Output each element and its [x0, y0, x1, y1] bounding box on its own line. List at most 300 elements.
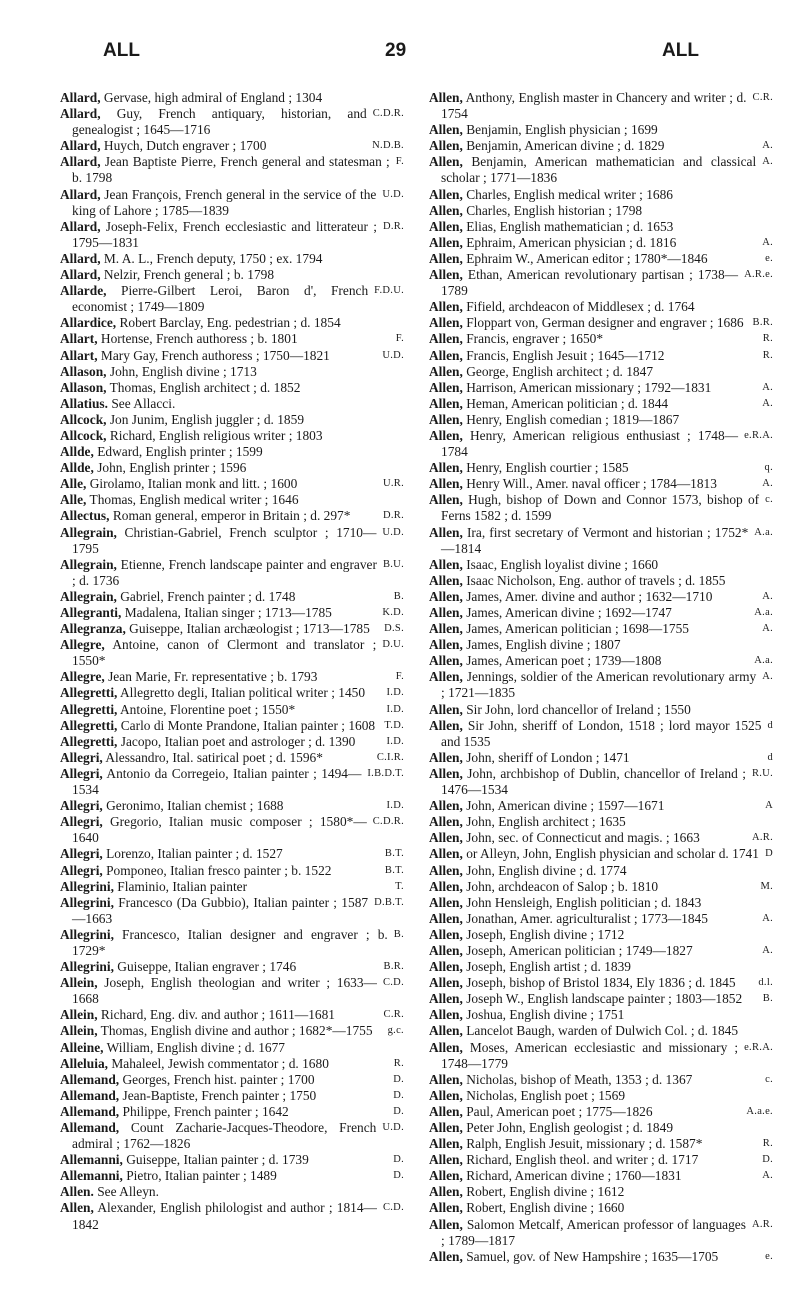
entry-source-code: e.	[765, 252, 773, 264]
dictionary-entry	[429, 412, 773, 428]
entry-headword: Allen,	[429, 588, 463, 604]
entry-headword: Allegre,	[60, 637, 105, 653]
entry-headword: Allen,	[429, 1184, 463, 1200]
entry-source-code: F.	[395, 671, 404, 683]
entry-text: Charles, English historian ; 1798	[462, 202, 643, 218]
left-column	[60, 90, 404, 1233]
entry-headword: Allen,	[429, 894, 463, 910]
entry-source-code: A.	[762, 671, 773, 683]
dictionary-entry	[60, 1152, 404, 1168]
entry-headword: Allen,	[429, 234, 463, 250]
entry-source-code: A.	[762, 478, 773, 490]
entry-headword: Allen,	[429, 556, 463, 572]
entry-text: Jean François, French general in the service of the king of Lahore ; 1785—1839	[72, 186, 377, 218]
entry-text: Nicholas, bishop of Meath, 1353 ; d. 1367	[462, 1071, 693, 1087]
dictionary-entry	[429, 267, 773, 299]
entry-source-code: B.T.	[384, 864, 404, 876]
dictionary-entry	[60, 863, 404, 879]
entry-source-code: I.D.	[386, 800, 404, 812]
entry-headword: Allegretti,	[60, 685, 118, 701]
entry-headword: Allegre,	[60, 669, 105, 685]
entry-source-code: C.D.R.	[372, 108, 404, 120]
entry-source-code: q.	[764, 462, 773, 474]
dictionary-entry	[60, 766, 404, 798]
dictionary-entry	[429, 911, 773, 927]
dictionary-entry	[60, 685, 404, 701]
entry-text: Mary Gay, French authoress ; 1750—1821	[97, 347, 330, 363]
dictionary-entry	[60, 476, 404, 492]
dictionary-entry	[60, 315, 404, 331]
entry-text: Robert, English divine ; 1612	[462, 1184, 625, 1200]
dictionary-entry	[429, 798, 773, 814]
entry-source-code: D.	[393, 1073, 404, 1085]
dictionary-entry	[60, 396, 404, 412]
dictionary-entry	[60, 895, 404, 927]
entry-headword: Allen,	[429, 1216, 463, 1232]
dictionary-entry	[429, 1152, 773, 1168]
entry-text: Harrison, American missionary ; 1792—1831	[462, 379, 712, 395]
page-number: 29	[385, 40, 407, 61]
dictionary-entry	[429, 1104, 773, 1120]
entry-headword: Allard,	[60, 186, 101, 202]
entry-source-code: K.D.	[382, 607, 404, 618]
entry-source-code: A.	[762, 590, 773, 602]
entry-text: Heman, American politician ; d. 1844	[462, 395, 669, 411]
entry-headword: Allard,	[60, 154, 101, 170]
dictionary-entry	[429, 991, 773, 1007]
entry-text: John, American divine ; 1597—1671	[462, 798, 665, 814]
entry-source-code: F.	[395, 156, 404, 168]
entry-headword: Allarde,	[60, 283, 107, 299]
entry-headword: Allen,	[429, 250, 463, 266]
dictionary-entry	[429, 669, 773, 701]
entry-source-code: c.	[765, 494, 773, 506]
entry-headword: Allen,	[429, 959, 463, 975]
entry-text: James, American divine ; 1692—1747	[462, 605, 672, 620]
entry-text: James, American politician ; 1698—1755	[462, 621, 689, 637]
entry-source-code: M.	[760, 880, 773, 892]
entry-text: John, sec. of Connecticut and magis. ; 1663	[462, 830, 700, 846]
entry-text: Jean Marie, Fr. representative ; b. 1793	[104, 669, 318, 685]
dictionary-entry	[429, 235, 773, 251]
entry-text: Floppart von, German designer and engraver ; 1686	[462, 315, 744, 331]
entry-source-code: D.R.	[382, 220, 404, 232]
entry-source-code: e.R.A.	[744, 1041, 773, 1053]
entry-text: Jon Junim, English juggler ; d. 1859	[106, 411, 305, 427]
dictionary-entry	[429, 1136, 773, 1152]
entry-text: M. A. L., French deputy, 1750 ; ex. 1794	[100, 250, 323, 266]
entry-source-code: U.D.	[382, 349, 404, 361]
entry-headword: Allemand,	[60, 1087, 120, 1103]
entry-headword: Allen,	[429, 1071, 463, 1087]
entry-text: Geronimo, Italian chemist ; 1688	[102, 798, 284, 814]
entry-headword: Allen,	[429, 154, 463, 170]
entry-text: John Hensleigh, English politician ; d. 1843	[462, 894, 702, 910]
entry-source-code: R.	[762, 349, 773, 361]
dictionary-entry	[429, 637, 773, 653]
entry-headword: Allen,	[429, 669, 463, 685]
dictionary-entry	[429, 718, 773, 750]
entry-headword: Allen,	[429, 926, 463, 942]
dictionary-entry	[429, 830, 773, 846]
entry-headword: Allde,	[60, 444, 94, 460]
entry-text: Ephraim W., American editor ; 1780*—1846	[462, 250, 708, 266]
dictionary-entry	[60, 283, 404, 315]
dictionary-entry	[429, 846, 773, 862]
entry-headword: Allen,	[429, 846, 463, 862]
dictionary-entry	[60, 428, 404, 444]
entry-text: Guiseppe, Italian painter ; d. 1739	[122, 1152, 309, 1168]
entry-text: Richard, Eng. div. and author ; 1611—1681	[97, 1007, 335, 1023]
dictionary-entry	[60, 1056, 404, 1072]
entry-headword: Allen,	[429, 717, 463, 733]
dictionary-entry	[60, 927, 404, 959]
entry-headword: Allemand,	[60, 1103, 120, 1119]
entry-text: Lancelot Baugh, warden of Dulwich Col. ; d. 1845	[462, 1023, 739, 1039]
entry-text: Sir John, lord chancellor of Ireland ; 1550	[462, 701, 691, 717]
entry-source-code: A	[765, 800, 773, 812]
dictionary-entry	[60, 460, 404, 476]
dictionary-entry	[429, 589, 773, 605]
dictionary-entry	[60, 380, 404, 396]
entry-headword: Allen,	[429, 395, 463, 411]
entry-text: Richard, English religious writer ; 1803	[106, 427, 323, 443]
entry-text: Joseph, American politician ; 1749—1827	[462, 942, 693, 958]
entry-headword: Allen,	[429, 218, 463, 234]
entry-headword: Allen,	[429, 267, 463, 283]
dictionary-entry	[60, 959, 404, 975]
entry-source-code: c.	[765, 1073, 773, 1085]
entry-text: Joseph, English theologian and writer ; 1633—1668	[72, 975, 377, 1007]
entry-text: Isaac, English loyalist divine ; 1660	[462, 556, 659, 572]
entry-source-code: B.	[393, 590, 404, 602]
entry-text: John, English divine ; 1713	[106, 363, 257, 379]
entry-headword: Allegri,	[60, 765, 103, 781]
entry-text: Roman general, emperor in Britain ; d. 297*	[109, 508, 351, 524]
entry-headword: Allen,	[429, 1087, 463, 1103]
entry-source-code: B.T.	[384, 848, 404, 860]
dictionary-entry	[60, 444, 404, 460]
entry-source-code: B.	[393, 928, 404, 940]
entry-source-code: D.	[393, 1170, 404, 1182]
dictionary-entry	[429, 605, 773, 621]
entry-text: Henry, English comedian ; 1819—1867	[462, 411, 680, 427]
entry-source-code: B.R.	[383, 961, 404, 973]
entry-text: Pierre-Gilbert Leroi, Baron d', French economist ; 1749—1809	[72, 283, 369, 315]
entry-headword: Allen,	[429, 1007, 463, 1023]
entry-headword: Alleine,	[60, 1039, 104, 1055]
entry-headword: Allen,	[429, 814, 463, 830]
entry-text: Pomponeo, Italian fresco painter ; b. 1522	[102, 862, 332, 878]
dictionary-entry	[60, 187, 404, 219]
dictionary-entry	[60, 814, 404, 846]
dictionary-entry	[429, 299, 773, 315]
dictionary-entry	[60, 331, 404, 347]
dictionary-entry	[60, 492, 404, 508]
entry-headword: Allen,	[429, 830, 463, 846]
entry-text: Huych, Dutch engraver ; 1700	[100, 138, 267, 154]
entry-text: Joseph W., English landscape painter ; 1803—1852	[462, 991, 743, 1007]
entry-headword: Allen,	[60, 1200, 94, 1216]
dictionary-entry	[60, 1184, 404, 1200]
entry-headword: Allen,	[429, 1136, 463, 1152]
entry-source-code: C.R.	[752, 92, 773, 103]
entry-text: Fifield, archdeacon of Middlesex ; d. 1764	[462, 299, 695, 315]
dictionary-entry	[429, 573, 773, 589]
entry-headword: Allart,	[60, 347, 98, 363]
entry-source-code: A.	[762, 912, 773, 924]
entry-text: Anthony, English master in Chancery and writer ; d. 1754	[441, 90, 747, 122]
entry-source-code: d.l.	[758, 977, 773, 989]
dictionary-entry	[60, 508, 404, 524]
entry-source-code: R.U.	[751, 767, 773, 779]
entry-headword: Allegrini,	[60, 959, 114, 975]
dictionary-entry	[429, 219, 773, 235]
entry-text: Ralph, English Jesuit, missionary ; d. 1587*	[462, 1136, 703, 1152]
entry-text: Antonio da Corregeio, Italian painter ; 1494—1534	[72, 765, 362, 798]
entry-headword: Allde,	[60, 460, 94, 476]
dictionary-entry	[60, 90, 404, 106]
entry-source-code: B.U.	[382, 558, 404, 570]
dictionary-entry	[60, 1023, 404, 1039]
entry-text: George, English architect ; d. 1847	[462, 363, 654, 379]
dictionary-entry	[60, 251, 404, 267]
entry-text: Alexander, English philologist and author ; 1814—1842	[72, 1200, 377, 1232]
entry-headword: Allen,	[429, 186, 463, 202]
right-column	[429, 90, 773, 1265]
entry-text: Thomas, English architect ; d. 1852	[106, 379, 301, 395]
entry-headword: Allason,	[60, 363, 107, 379]
entry-source-code: D.B.T.	[374, 896, 404, 908]
dictionary-entry	[429, 315, 773, 331]
entry-headword: Allcock,	[60, 427, 107, 443]
dictionary-entry	[60, 846, 404, 862]
entry-text: Benjamin, American divine ; d. 1829	[462, 138, 665, 154]
dictionary-entry	[429, 814, 773, 830]
entry-text: Gervase, high admiral of England ; 1304	[100, 90, 323, 105]
dictionary-entry	[429, 943, 773, 959]
entry-headword: Allen,	[429, 331, 463, 347]
dictionary-entry	[429, 1200, 773, 1216]
entry-source-code: D	[765, 848, 773, 860]
entry-text: See Allacci.	[108, 395, 176, 411]
dictionary-entry	[60, 621, 404, 637]
entry-source-code: C.D.	[382, 1202, 404, 1214]
entry-headword: Allen,	[429, 1120, 463, 1135]
dictionary-entry	[60, 412, 404, 428]
dictionary-entry	[60, 106, 404, 138]
entry-headword: Allard,	[60, 267, 101, 283]
dictionary-entry	[429, 1217, 773, 1249]
dictionary-entry	[60, 669, 404, 685]
entry-text: Mahaleel, Jewish commentator ; d. 1680	[108, 1055, 329, 1071]
entry-source-code: R.	[393, 1057, 404, 1069]
entry-text: Count Zacharie-Jacques-Theodore, French admiral ; 1762—1826	[72, 1120, 377, 1152]
dictionary-entry	[60, 219, 404, 251]
dictionary-entry	[429, 364, 773, 380]
entry-text: Jonathan, Amer. agriculturalist ; 1773—1845	[462, 910, 708, 926]
entry-headword: Allen,	[429, 1023, 463, 1039]
entry-text: Guiseppe, Italian archæologist ; 1713—1785	[125, 621, 370, 637]
entry-headword: Allegri,	[60, 798, 103, 814]
entry-headword: Alle,	[60, 476, 87, 492]
dictionary-entry	[429, 1249, 773, 1265]
dictionary-entry	[429, 251, 773, 267]
entry-headword: Allemanni,	[60, 1152, 123, 1168]
entry-headword: Allein,	[60, 1007, 98, 1023]
entry-text: Jean-Baptiste, French painter ; 1750	[119, 1087, 317, 1103]
entry-headword: Allen,	[429, 572, 463, 588]
entry-text: James, English divine ; 1807	[462, 637, 621, 653]
dictionary-entry	[429, 138, 773, 154]
entry-text: Henry Will., Amer. naval officer ; 1784—1813	[462, 476, 717, 492]
entry-text: Francis, English Jesuit ; 1645—1712	[462, 347, 665, 363]
entry-headword: Allardice,	[60, 315, 117, 331]
dictionary-entry	[429, 1168, 773, 1184]
entry-headword: Allard,	[60, 90, 101, 105]
entry-text: Francesco, Italian designer and engraver ; b. 1729*	[72, 926, 388, 958]
entry-text: Pietro, Italian painter ; 1489	[122, 1168, 277, 1184]
entry-text: Isaac Nicholson, Eng. author of travels ; d. 1855	[462, 572, 726, 588]
entry-text: Henry, English courtier ; 1585	[462, 460, 629, 476]
entry-text: Jean Baptiste Pierre, French general and statesman ; b. 1798	[72, 154, 390, 186]
entry-source-code: U.D.	[382, 526, 404, 538]
entry-text: Robert Barclay, Eng. pedestrian ; d. 1854	[116, 315, 341, 331]
entry-headword: Allen,	[429, 637, 463, 653]
entry-text: John, archdeacon of Salop ; b. 1810	[462, 878, 659, 894]
entry-headword: Allen,	[429, 347, 463, 363]
entry-headword: Allen,	[429, 975, 463, 991]
dictionary-entry	[429, 460, 773, 476]
entry-text: Joseph, bishop of Bristol 1834, Ely 1836 ; d. 1845	[462, 975, 736, 991]
entry-source-code: A.R.	[751, 832, 773, 844]
entry-text: Benjamin, American mathematician and classical scholar ; 1771—1836	[441, 154, 757, 186]
entry-text: Guiseppe, Italian engraver ; 1746	[113, 959, 297, 975]
entry-headword: Allen,	[429, 379, 463, 395]
entry-source-code: C.D.	[382, 977, 404, 989]
entry-source-code: A.R.e.	[744, 269, 773, 281]
entry-headword: Allein,	[60, 975, 98, 991]
dictionary-entry	[429, 621, 773, 637]
dictionary-entry	[429, 557, 773, 573]
entry-headword: Allen,	[429, 460, 463, 476]
dictionary-entry	[60, 138, 404, 154]
dictionary-entry	[60, 1104, 404, 1120]
entry-headword: Allard,	[60, 250, 101, 266]
entry-headword: Allen,	[429, 1152, 463, 1168]
entry-source-code: A.	[762, 140, 773, 152]
entry-headword: Allegri,	[60, 862, 103, 878]
entry-headword: Allen,	[429, 202, 463, 218]
entry-text: Gregorio, Italian music composer ; 1580*—1640	[72, 814, 367, 846]
entry-text: Antoine, canon of Clermont and translator ; 1550*	[72, 637, 377, 669]
dictionary-entry	[429, 959, 773, 975]
dictionary-entry	[60, 557, 404, 589]
entry-text: or Alleyn, John, English physician and scholar d. 1741	[462, 846, 759, 862]
entry-source-code: T.	[395, 880, 404, 892]
header-right-guideword: ALL	[662, 40, 699, 61]
dictionary-entry	[60, 348, 404, 364]
entry-headword: Allegri,	[60, 814, 103, 830]
entry-text: Lorenzo, Italian painter ; d. 1527	[102, 846, 283, 862]
entry-text: Elias, English mathematician ; d. 1653	[462, 218, 674, 234]
entry-headword: Allemand,	[60, 1071, 120, 1087]
entry-headword: Allegretti,	[60, 733, 118, 749]
entry-headword: Allen.	[60, 1184, 94, 1200]
running-header	[0, 40, 800, 66]
dictionary-entry	[429, 525, 773, 557]
header-left-guideword: ALL	[103, 40, 140, 61]
entry-source-code: d	[767, 751, 773, 763]
entry-source-code: D.R.	[382, 510, 404, 522]
entry-source-code: C.R.	[383, 1009, 404, 1021]
entry-text: Joseph-Felix, French ecclesiastic and litterateur ; 1795—1831	[72, 218, 377, 250]
entry-text: Allegretto degli, Italian political writer ; 1450	[117, 685, 366, 701]
entry-text: Edward, English printer ; 1599	[93, 444, 263, 460]
entry-headword: Allen,	[429, 1248, 463, 1264]
entry-text: Nelzir, French general ; b. 1798	[100, 267, 275, 283]
dictionary-entry	[60, 1200, 404, 1232]
dictionary-entry	[60, 702, 404, 718]
entry-text: Francesco (Da Gubbio), Italian painter ; 1587—1663	[72, 894, 369, 926]
entry-source-code: A.R.	[751, 1218, 773, 1230]
dictionary-entry	[429, 927, 773, 943]
entry-source-code: N.D.B.	[372, 140, 404, 152]
dictionary-entry	[429, 187, 773, 203]
dictionary-entry	[429, 492, 773, 524]
dictionary-entry	[60, 734, 404, 750]
entry-text: Peter John, English geologist ; d. 1849	[462, 1120, 674, 1135]
entry-headword: Allard,	[60, 218, 101, 234]
entry-source-code: F.	[395, 333, 404, 345]
dictionary-entry	[429, 879, 773, 895]
entry-headword: Allart,	[60, 331, 98, 347]
entry-headword: Allen,	[429, 299, 463, 315]
entry-text: Hortense, French authoress ; b. 1801	[97, 331, 298, 347]
entry-headword: Allemanni,	[60, 1168, 123, 1184]
entry-headword: Allegri,	[60, 749, 103, 765]
entry-source-code: C.D.R.	[372, 816, 404, 828]
entry-text: Sir John, sheriff of London, 1518 ; lord mayor 1525 and 1535	[441, 717, 762, 749]
entry-text: Salomon Metcalf, American professor of languages ; 1789—1817	[441, 1216, 746, 1248]
entry-headword: Allason,	[60, 379, 107, 395]
entry-text: Nicholas, English poet ; 1569	[462, 1087, 626, 1103]
entry-headword: Allegrini,	[60, 878, 114, 894]
entry-headword: Allen,	[429, 476, 463, 492]
entry-headword: Allen,	[429, 701, 463, 717]
entry-text: Francis, engraver ; 1650*	[462, 331, 604, 347]
entry-source-code: U.R.	[382, 478, 404, 490]
entry-headword: Allegretti,	[60, 717, 118, 733]
entry-text: Hugh, bishop of Down and Connor 1573, bishop of Ferns 1582 ; d. 1599	[441, 492, 760, 524]
dictionary-entry	[429, 895, 773, 911]
dictionary-entry	[429, 122, 773, 138]
entry-source-code: B.R.	[752, 317, 773, 329]
entry-text: Gabriel, French painter ; d. 1748	[116, 588, 296, 604]
entry-source-code: D.	[393, 1154, 404, 1166]
dictionary-entry	[429, 380, 773, 396]
dictionary-entry	[429, 476, 773, 492]
entry-headword: Allegrain,	[60, 556, 117, 572]
dictionary-entry	[60, 1040, 404, 1056]
dictionary-entry	[60, 1007, 404, 1023]
dictionary-entry	[429, 1184, 773, 1200]
entry-source-code: I.D.	[386, 735, 404, 747]
entry-text: Georges, French hist. painter ; 1700	[119, 1071, 315, 1087]
entry-source-code: I.D.	[386, 687, 404, 699]
dictionary-entry	[429, 154, 773, 186]
dictionary-entry	[60, 1088, 404, 1104]
